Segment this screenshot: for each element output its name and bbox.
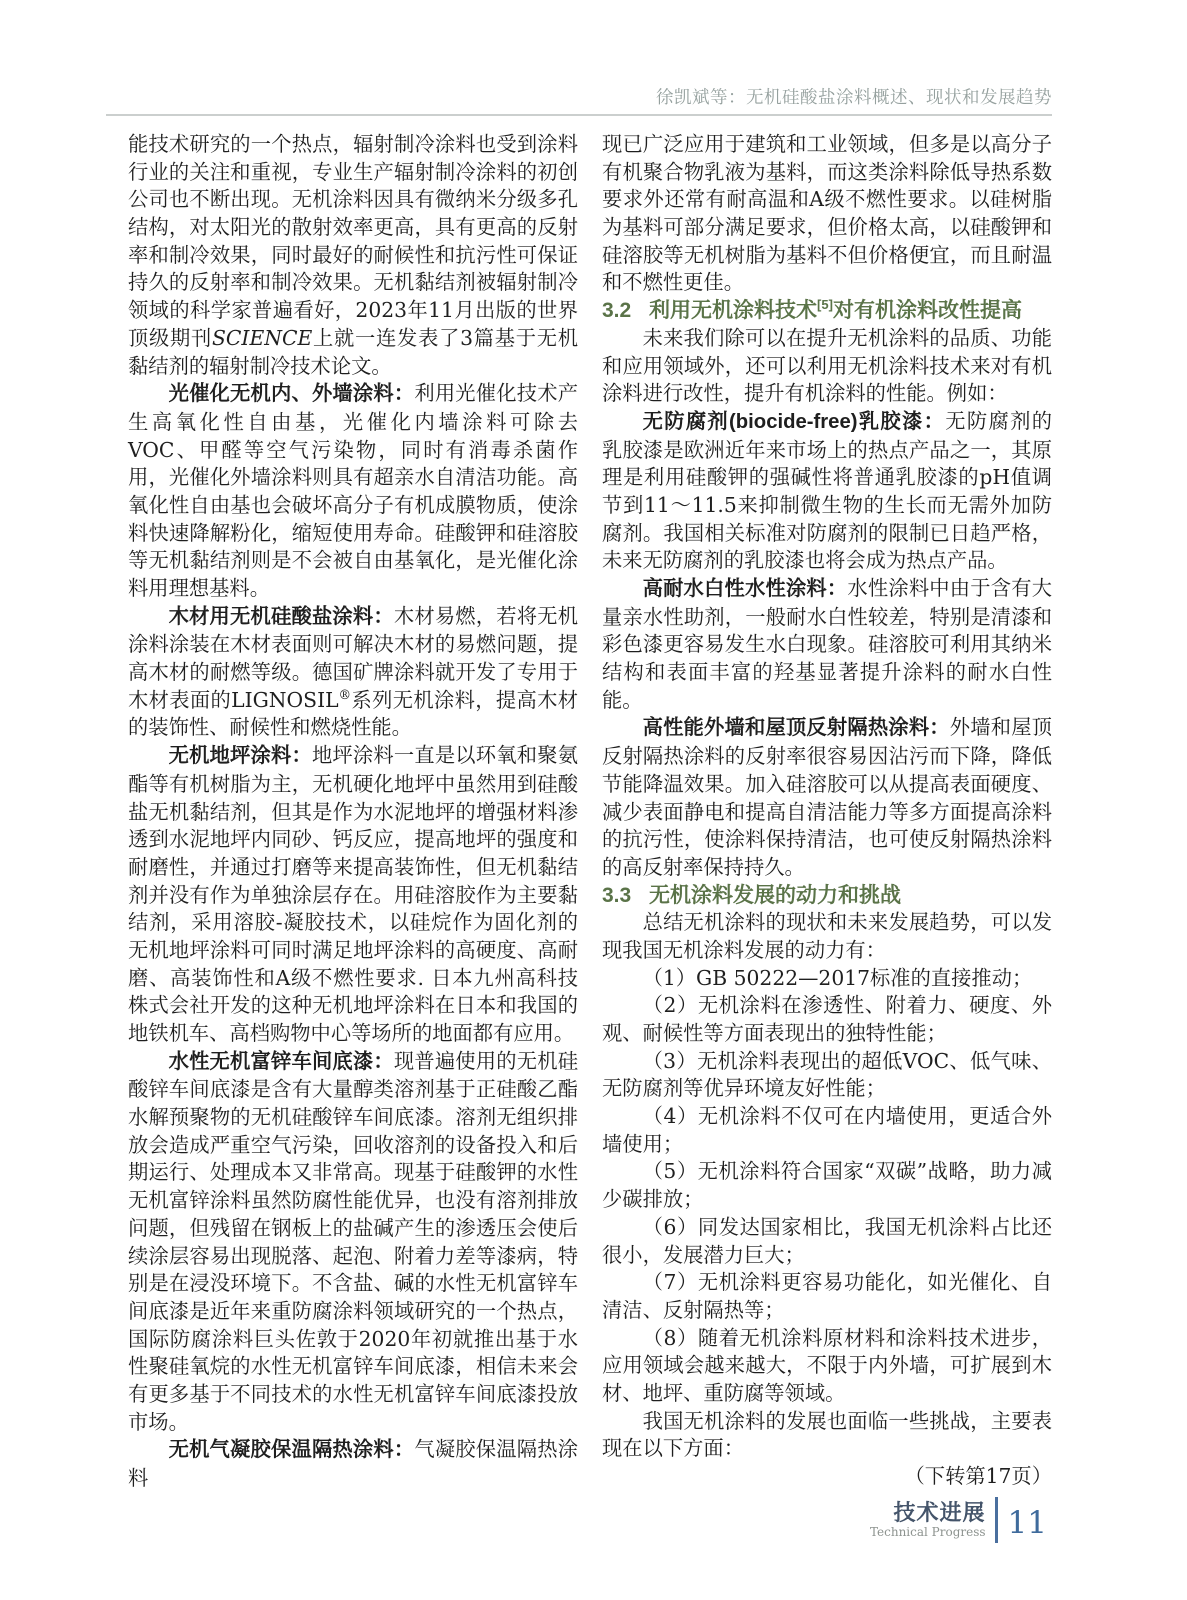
text-segment: 木材易燃，若将无机涂料涂装在木材表面则可解决木材的易燃问题，提高木材的耐燃等级。德国矿牌涂料就开发了专用于木材表面的LIGNOSIL bbox=[128, 603, 578, 712]
text-segment: 水性无机富锌车间底漆： bbox=[168, 1050, 394, 1073]
text-segment: （下转第17页） bbox=[904, 1464, 1052, 1488]
footer-divider bbox=[995, 1497, 998, 1543]
text-segment: 水性涂料中由于含有大量亲水性助剂，一般耐水白性较差，特别是清漆和彩色漆更容易发生水白现象。硅溶胶可利用其纳米结构和表面丰富的羟基显著提升涂料的耐水白性能。 bbox=[602, 576, 1052, 712]
running-head-title: 徐凯斌等：无机硅酸盐涂料概述、现状和发展趋势 bbox=[656, 87, 1052, 107]
section-heading-3-3 bbox=[602, 882, 1052, 910]
text-segment: 3.2 bbox=[602, 299, 632, 323]
text-segment: 气凝胶保温隔热涂料 bbox=[128, 1437, 578, 1490]
text-segment: 无防腐剂的乳胶漆是欧洲近年来市场上的热点产品之一，其原理是利用硅酸钾的强碱性将普通乳胶漆的pH值调节到11～11.5来抑制微生物的生长而无需外加防腐剂。我国相关标准对防腐剂的限制已日趋严格，未来无防腐剂的乳胶漆也将会成为热点产品。 bbox=[602, 408, 1052, 573]
text-segment: 能技术研究的一个热点，辐射制冷涂料也受到涂料行业的关注和重视，专业生产辐射制冷涂料的初创公司也不断出现。无机涂料因具有微纳米分级多孔结构，对太阳光的散射效率更高，具有更高的反射率和制冷效果，同时最好的耐候性和抗污性可保证持久的反射率和制冷效果。无机黏结剂被辐射制冷领域的科学家普遍看好，2023年11月出版的世界顶级期刊 bbox=[128, 132, 578, 350]
text-segment: 无机气凝胶保温隔热涂料： bbox=[168, 1439, 415, 1462]
header-rule bbox=[106, 114, 1052, 116]
paragraph bbox=[602, 1325, 1052, 1408]
column-right bbox=[602, 131, 1052, 1491]
paragraph bbox=[128, 1436, 578, 1492]
text-segment: 光催化无机内、外墙涂料： bbox=[168, 383, 415, 406]
text-segment: 现已广泛应用于建筑和工业领域，但多是以高分子有机聚合物乳液为基料，而这类涂料除低导热系数要求外还常有耐高温和A级不燃性要求。以硅树脂为基料可部分满足要求，但价格太高，以硅酸钾和硅溶胶等无机树脂为基料不但价格便宜，而且耐温和不燃性更佳。 bbox=[602, 132, 1052, 295]
text-segment: 利用无机涂料技术 bbox=[649, 299, 818, 323]
text-segment: 现普遍使用的无机硅酸锌车间底漆是含有大量醇类溶剂基于正硅酸乙酯水解预聚物的无机硅酸锌车间底漆。溶剂无组织排放会造成严重空气污染，回收溶剂的设备投入和后期运行、处理成本又非常高。现基于硅酸钾的水性无机富锌涂料虽然防腐性能优异，也没有溶剂排放问题，但残留在钢板上的盐碱产生的渗透压会使后续涂层容易出现脱落、起泡、附着力差等漆病，特别是在浸没环境下。不含盐、碱的水性无机富锌车间底漆是近年来重防腐涂料领域研究的一个热点，国际防腐涂料巨头佐敦于2020年初就推出基于水性聚硅氧烷的水性无机富锌车间底漆，相信未来会有更多基于不同技术的水性无机富锌车间底漆投放市场。 bbox=[128, 1048, 578, 1434]
paragraph bbox=[128, 380, 578, 603]
footer-section-title-cn: 技术进展 bbox=[893, 1499, 986, 1525]
text-segment: 地坪涂料一直是以环氧和聚氨酯等有机树脂为主，无机硬化地坪中虽然用到硅酸盐无机黏结剂，但其是作为水泥地坪的增强材料渗透到水泥地坪内同砂、钙反应，提高地坪的强度和耐磨性，并通过打磨等来提高装饰性，但无机黏结剂并没有作为单独涂层存在。用硅溶胶作为主要黏结剂，采用溶胶-凝胶技术，以硅烷作为固化剂的无机地坪涂料可同时满足地坪涂料的高硬度、高耐磨、高装饰性和A级不燃性要求. 日本九州高科技株式会社开发的这种无机地坪涂料在日本和我国的地铁机车、高档购物中心等场所的地面都有应用。 bbox=[128, 743, 578, 1045]
section-heading-3-2 bbox=[602, 297, 1052, 325]
paragraph bbox=[602, 909, 1052, 964]
text-segment: 木材用无机硅酸盐涂料： bbox=[168, 605, 394, 628]
text-segment: 未来我们除可以在提升无机涂料的品质、功能和应用领域外，还可以利用无机涂料技术来对有机涂料进行改性，提升有机涂料的性能。例如： bbox=[602, 325, 1052, 406]
paragraph bbox=[602, 325, 1052, 408]
footer-section-labels bbox=[870, 1501, 986, 1540]
paragraph bbox=[128, 603, 578, 742]
text-segment: （2）无机涂料在渗透性、附着力、硬度、外观、耐候性等方面表现出的独特性能； bbox=[602, 993, 1052, 1045]
text-segment: 系列无机涂料，提高木材的装饰性、耐候性和燃烧性能。 bbox=[128, 687, 578, 740]
text-segment: （8）随着无机涂料原材料和涂料技术进步，应用领域会越来越大，不限于内外墙，可扩展到木材、地坪、重防腐等领域。 bbox=[602, 1325, 1052, 1405]
text-segment: ® bbox=[338, 686, 352, 702]
text-segment: （5）无机涂料符合国家“双碳”战略，助力减少碳排放； bbox=[602, 1159, 1052, 1212]
text-segment: （6）同发达国家相比，我国无机涂料占比还很小，发展潜力巨大； bbox=[602, 1214, 1052, 1267]
paragraph bbox=[602, 1103, 1052, 1158]
text-segment: （3）无机涂料表现出的超低VOC、低气味、无防腐剂等优异环境友好性能； bbox=[602, 1048, 1052, 1101]
footer-page-number: 11 bbox=[1007, 1505, 1047, 1541]
paragraph bbox=[128, 131, 578, 380]
text-segment: 无机涂料发展的动力和挑战 bbox=[649, 883, 902, 907]
text-segment: 高耐水白性水性涂料： bbox=[642, 578, 848, 600]
text-segment: 总结无机涂料的现状和未来发展趋势，可以发现我国无机涂料发展的动力有： bbox=[602, 910, 1052, 962]
paragraph bbox=[602, 1408, 1052, 1463]
text-segment: SCIENCE bbox=[212, 325, 313, 350]
paragraph bbox=[602, 965, 1052, 993]
paragraph bbox=[128, 1048, 578, 1437]
paragraph bbox=[602, 1269, 1052, 1324]
text-segment: 我国无机涂料的发展也面临一些挑战，主要表现在以下方面： bbox=[602, 1408, 1052, 1461]
text-segment: （4）无机涂料不仅可在内墙使用，更适合外墙使用； bbox=[602, 1104, 1052, 1156]
footer-section-title-en: Technical Progress bbox=[869, 1524, 986, 1539]
paragraph bbox=[602, 714, 1052, 881]
paragraph bbox=[128, 742, 578, 1048]
text-segment: 3.3 bbox=[602, 883, 632, 907]
paragraph bbox=[602, 992, 1052, 1047]
page-footer bbox=[870, 1497, 1047, 1543]
column-left bbox=[128, 131, 578, 1493]
text-segment: 利用光催化技术产生高氧化性自由基，光催化内墙涂料可除去VOC、甲醛等空气污染物，同时有消毒杀菌作用，光催化外墙涂料则具有超亲水自清洁功能。高氧化性自由基也会破坏高分子有机成膜物质，使涂料快速降解粉化，缩短使用寿命。硅酸钾和硅溶胶等无机黏结剂则是不会被自由基氧化，是光催化涂料用理想基料。 bbox=[128, 381, 578, 600]
paragraph bbox=[602, 1158, 1052, 1213]
paragraph bbox=[602, 408, 1052, 575]
text-segment: 上就一连发表了3篇基于无机黏结剂的辐射制冷技术论文。 bbox=[128, 325, 578, 378]
text-segment: （1）GB 50222—2017标准的直接推动； bbox=[642, 965, 1033, 990]
paragraph bbox=[602, 1048, 1052, 1103]
text-segment: 高性能外墙和屋顶反射隔热涂料： bbox=[642, 717, 950, 740]
text-segment: 无防腐剂(biocide-free)乳胶漆： bbox=[642, 410, 946, 433]
paragraph bbox=[602, 575, 1052, 714]
paragraph bbox=[602, 131, 1052, 297]
text-segment: 对有机涂料改性提高 bbox=[832, 299, 1022, 323]
text-segment: （7）无机涂料更容易功能化，如光催化、自清洁、反射隔热等； bbox=[602, 1270, 1052, 1322]
text-segment: 外墙和屋顶反射隔热涂料的反射率很容易因沾污而下降，降低节能降温效果。加入硅溶胶可以从提高表面硬度、减少表面静电和提高自清洁能力等多方面提高涂料的抗污性，使涂料保持清洁，也可使反射隔热涂料的高反射率保持持久。 bbox=[602, 715, 1052, 879]
continuation-note bbox=[602, 1463, 1052, 1491]
text-segment: [5] bbox=[817, 297, 833, 313]
text-segment: 无机地坪涂料： bbox=[168, 745, 312, 768]
paragraph bbox=[602, 1214, 1052, 1269]
